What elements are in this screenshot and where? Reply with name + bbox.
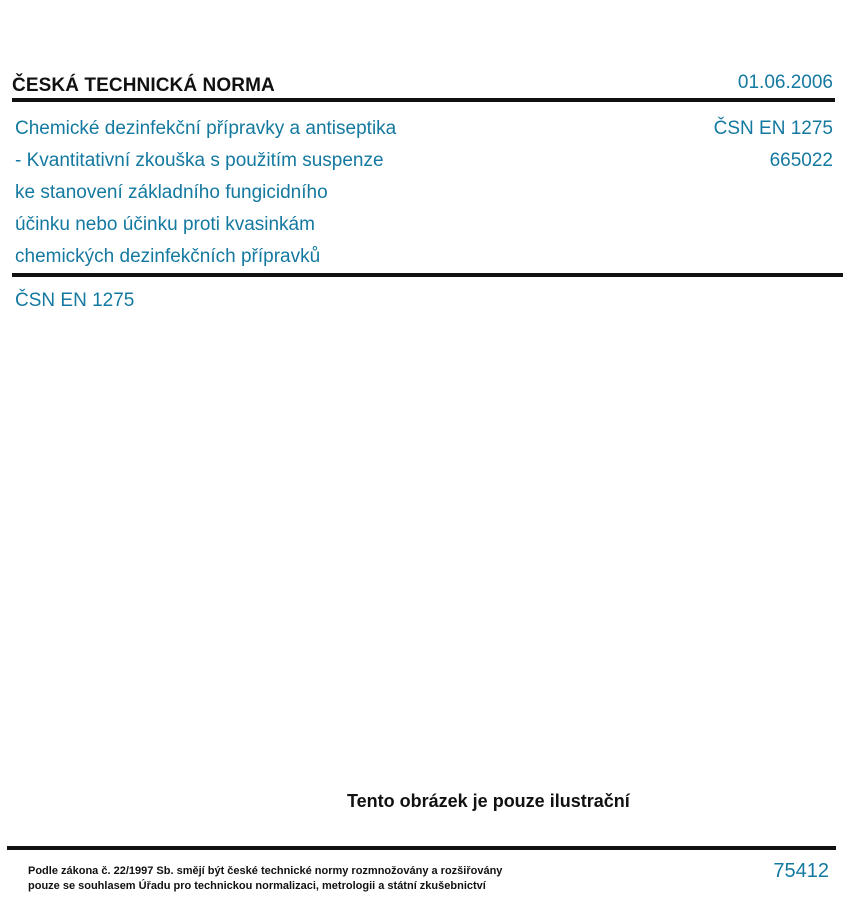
- catalog-number: 75412: [773, 860, 829, 882]
- document-header-title: ČESKÁ TECHNICKÁ NORMA: [12, 75, 275, 96]
- standard-title: [15, 113, 396, 273]
- classification-code: 665022: [769, 150, 833, 171]
- illustration-note: Tento obrázek je pouze ilustrační: [347, 791, 630, 811]
- title-divider: [12, 273, 843, 277]
- legal-notice: [28, 864, 502, 894]
- standard-title-line: Chemické dezinfekční přípravky a antiseptika: [15, 118, 397, 139]
- issue-date: 01.06.2006: [737, 72, 833, 93]
- sub-designation: ČSN EN 1275: [15, 290, 135, 311]
- legal-notice-line: Podle zákona č. 22/1997 Sb. smějí být české technické normy rozmnožovány a rozšiřovány: [28, 865, 503, 877]
- standard-codes: [714, 113, 833, 177]
- standard-title-line: - Kvantitativní zkouška s použitím suspenze: [15, 150, 384, 171]
- standard-designation: ČSN EN 1275: [713, 118, 833, 139]
- standard-title-line: chemických dezinfekčních přípravků: [15, 246, 321, 267]
- standard-title-line: účinku nebo účinku proti kvasinkám: [15, 214, 315, 235]
- footer-divider: [7, 846, 836, 850]
- legal-notice-line: pouze se souhlasem Úřadu pro technickou normalizaci, metrologii a státní zkušebnictví: [28, 880, 486, 892]
- standard-title-line: ke stanovení základního fungicidního: [15, 182, 328, 203]
- header-divider: [12, 98, 835, 102]
